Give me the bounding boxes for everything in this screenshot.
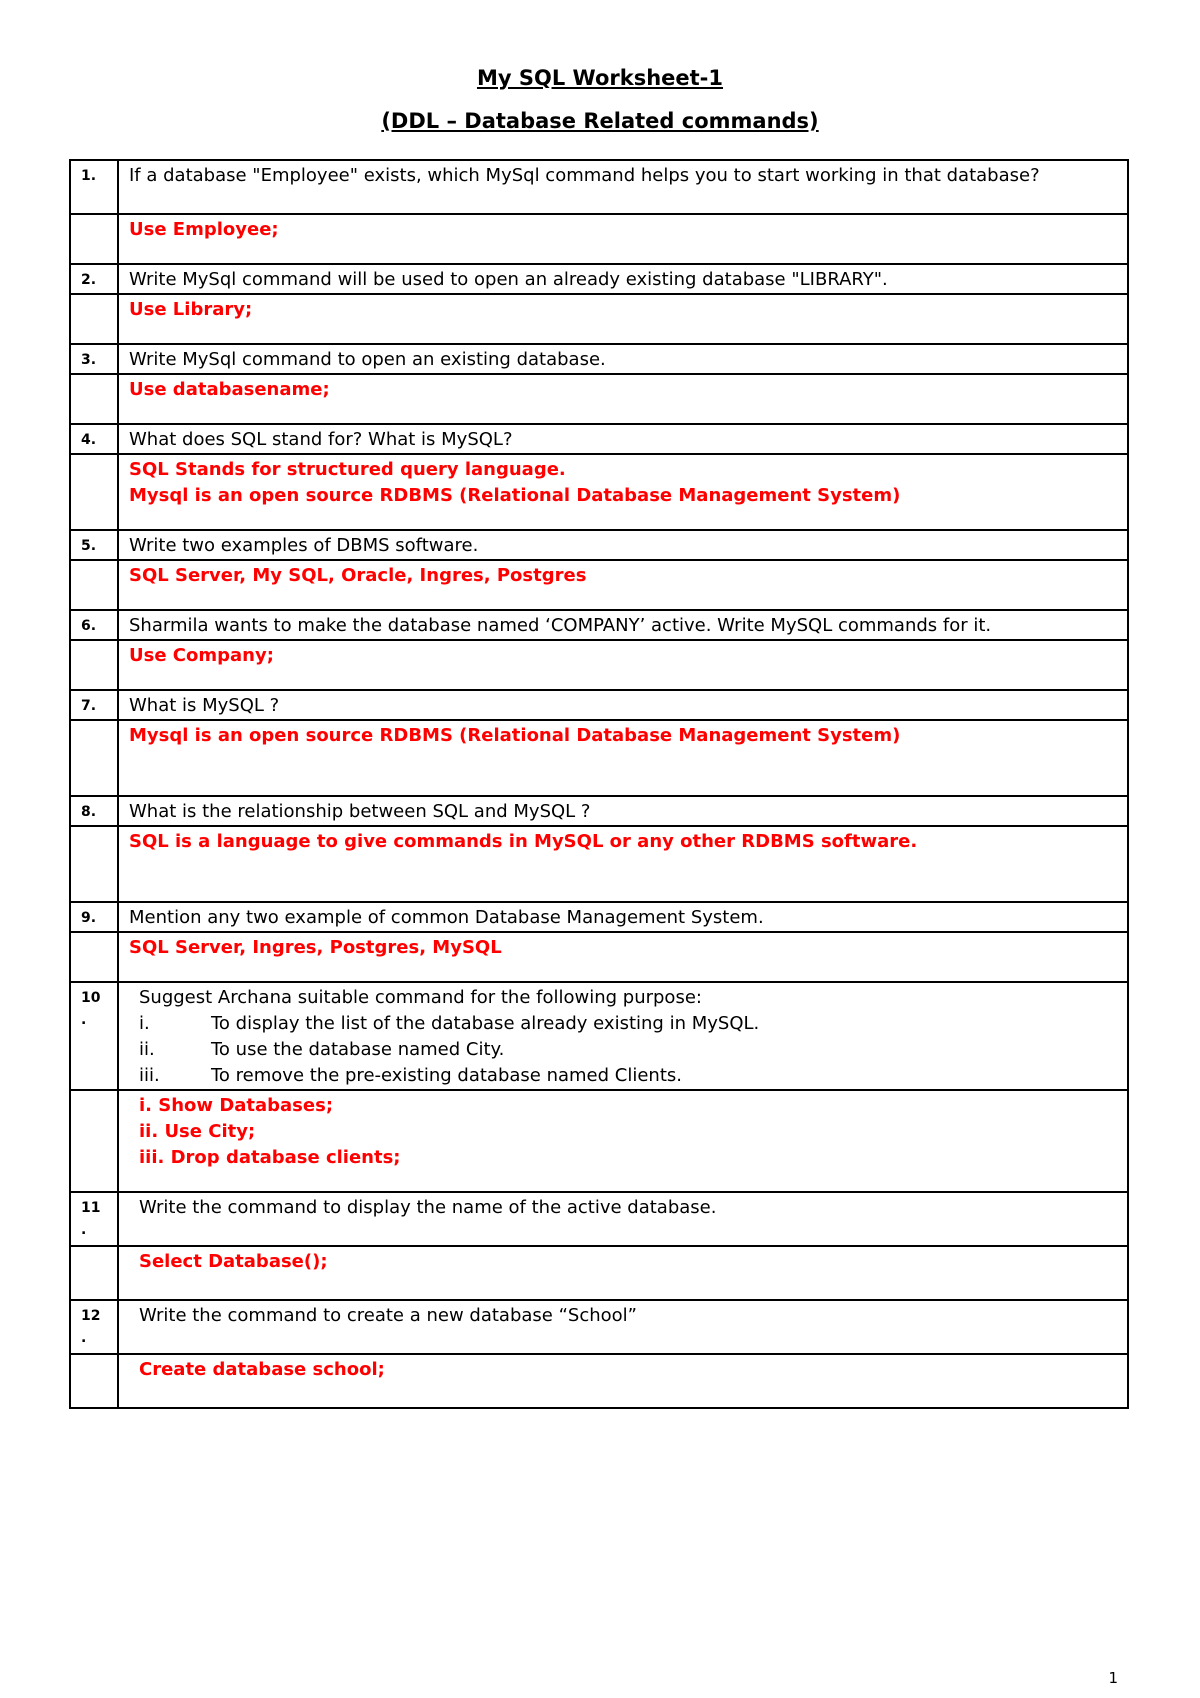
sub-item-text: To display the list of the database already existing in MySQL. <box>211 1013 760 1034</box>
answer-line: i. Show Databases; <box>139 1095 334 1116</box>
answer-text: SQL Server, My SQL, Oracle, Ingres, Postgres <box>118 560 1128 610</box>
answer-text: SQL is a language to give commands in MySQL or any other RDBMS software. <box>118 826 1128 902</box>
question-number: 7. <box>70 690 118 720</box>
question-number: 5. <box>70 530 118 560</box>
answer-line: iii. Drop database clients; <box>139 1147 401 1168</box>
answer-row <box>70 454 1128 530</box>
answer-number-cell <box>70 214 118 264</box>
question-row <box>70 264 1128 294</box>
question-row <box>70 160 1128 214</box>
question-number: 4. <box>70 424 118 454</box>
question-text: Mention any two example of common Database Management System. <box>118 902 1128 932</box>
sub-item <box>139 1011 1117 1037</box>
question-number: 8. <box>70 796 118 826</box>
answer-text <box>118 1090 1128 1192</box>
sub-item <box>139 1063 1117 1089</box>
roman-numeral: iii. <box>139 1065 160 1086</box>
question-text: What is the relationship between SQL and MySQL ? <box>118 796 1128 826</box>
answer-row <box>70 826 1128 902</box>
question-number: 10 . <box>70 982 118 1090</box>
question-text: Sharmila wants to make the database named ‘COMPANY’ active. Write MySQL commands for it. <box>118 610 1128 640</box>
question-row <box>70 982 1128 1090</box>
answer-row <box>70 1354 1128 1408</box>
question-number: 6. <box>70 610 118 640</box>
question-text: Write MySql command to open an existing database. <box>118 344 1128 374</box>
answer-row <box>70 1090 1128 1192</box>
question-line: Suggest Archana suitable command for the following purpose: <box>139 987 702 1008</box>
answer-line: Mysql is an open source RDBMS (Relational Database Management System) <box>129 485 901 506</box>
question-text: If a database "Employee" exists, which MySql command helps you to start working in that database? <box>118 160 1128 214</box>
answer-text: Use databasename; <box>118 374 1128 424</box>
question-number: 12 . <box>70 1300 118 1354</box>
question-number: 2. <box>70 264 118 294</box>
answer-number-cell <box>70 1354 118 1408</box>
answer-number-cell <box>70 374 118 424</box>
worksheet-table <box>69 159 1129 1409</box>
question-row <box>70 796 1128 826</box>
question-text: Write two examples of DBMS software. <box>118 530 1128 560</box>
answer-row <box>70 1246 1128 1300</box>
question-text: Write the command to display the name of the active database. <box>118 1192 1128 1246</box>
answer-text: Select Database(); <box>118 1246 1128 1300</box>
answer-row <box>70 640 1128 690</box>
sub-item-text: To remove the pre-existing database named Clients. <box>211 1065 682 1086</box>
page-number: 1 <box>1108 1669 1118 1687</box>
question-row <box>70 1300 1128 1354</box>
answer-text <box>118 454 1128 530</box>
sub-item-text: To use the database named City. <box>211 1039 505 1060</box>
answer-row <box>70 214 1128 264</box>
question-row <box>70 344 1128 374</box>
sub-item <box>139 1037 1117 1063</box>
answer-number-cell <box>70 1090 118 1192</box>
answer-text: Use Library; <box>118 294 1128 344</box>
answer-number-cell <box>70 560 118 610</box>
answer-number-cell <box>70 1246 118 1300</box>
question-number: 3. <box>70 344 118 374</box>
question-text: Write MySql command will be used to open an already existing database "LIBRARY". <box>118 264 1128 294</box>
answer-text: Use Employee; <box>118 214 1128 264</box>
answer-text: Mysql is an open source RDBMS (Relational Database Management System) <box>118 720 1128 796</box>
answer-text: Use Company; <box>118 640 1128 690</box>
question-text: What does SQL stand for? What is MySQL? <box>118 424 1128 454</box>
question-row <box>70 610 1128 640</box>
worksheet-subtitle: (DDL – Database Related commands) <box>381 109 819 133</box>
question-row <box>70 690 1128 720</box>
answer-number-cell <box>70 640 118 690</box>
answer-number-cell <box>70 454 118 530</box>
answer-text: Create database school; <box>118 1354 1128 1408</box>
answer-text: SQL Server, Ingres, Postgres, MySQL <box>118 932 1128 982</box>
answer-row <box>70 932 1128 982</box>
question-row <box>70 1192 1128 1246</box>
question-row <box>70 530 1128 560</box>
worksheet-title: My SQL Worksheet-1 <box>476 66 724 90</box>
question-row <box>70 424 1128 454</box>
question-text <box>118 982 1128 1090</box>
question-number: 11 . <box>70 1192 118 1246</box>
answer-number-cell <box>70 932 118 982</box>
answer-row <box>70 374 1128 424</box>
question-number: 9. <box>70 902 118 932</box>
answer-line: SQL Stands for structured query language. <box>129 459 566 480</box>
answer-number-cell <box>70 826 118 902</box>
answer-number-cell <box>70 294 118 344</box>
answer-number-cell <box>70 720 118 796</box>
roman-numeral: i. <box>139 1013 150 1034</box>
roman-numeral: ii. <box>139 1039 155 1060</box>
question-number: 1. <box>70 160 118 214</box>
question-row <box>70 902 1128 932</box>
question-text: Write the command to create a new database “School” <box>118 1300 1128 1354</box>
answer-line: ii. Use City; <box>139 1121 256 1142</box>
question-text: What is MySQL ? <box>118 690 1128 720</box>
answer-row <box>70 294 1128 344</box>
answer-row <box>70 560 1128 610</box>
answer-row <box>70 720 1128 796</box>
